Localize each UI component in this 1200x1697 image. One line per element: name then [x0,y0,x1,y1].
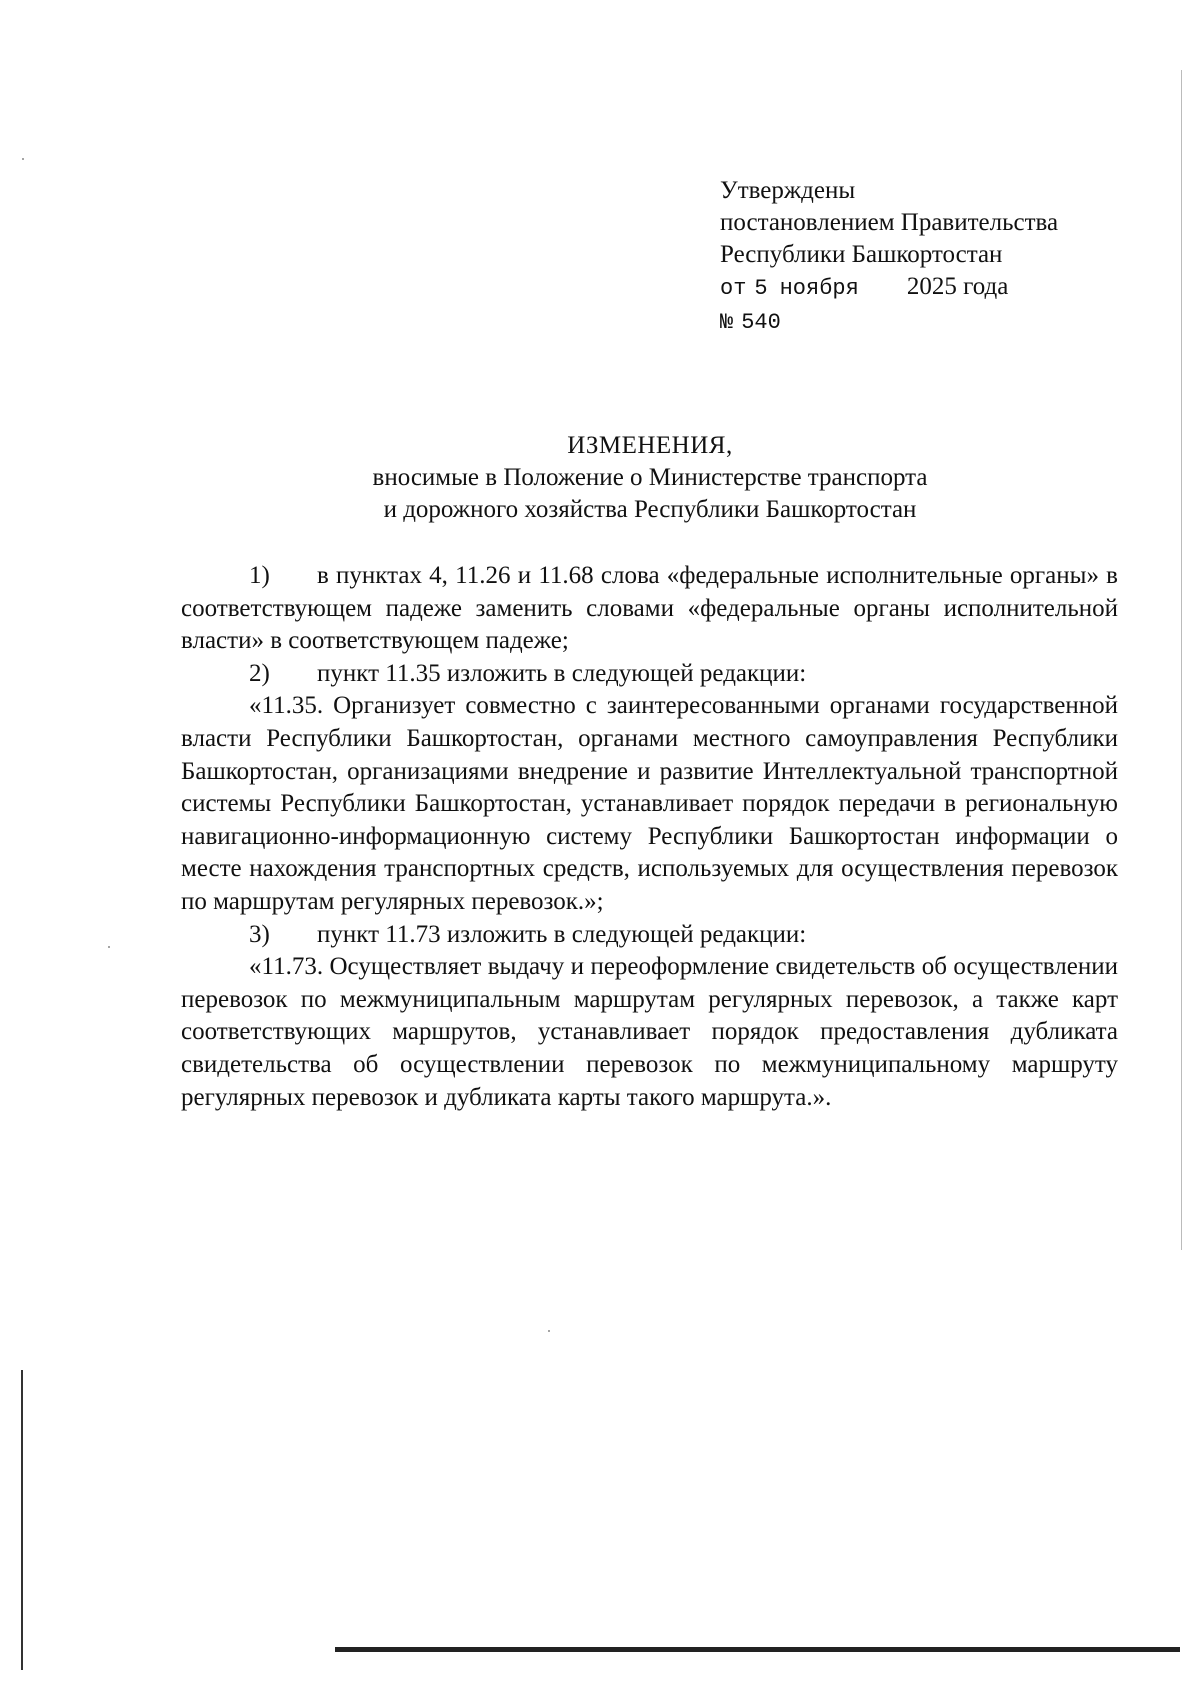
date-day: 5 [754,276,768,301]
approval-date [720,271,1058,305]
item-number: 2) [249,659,270,687]
scan-edge-bottom [335,1647,1180,1652]
approval-line-approved: Утверждены [720,177,856,204]
item-text: пункт 11.73 изложить в следующей редакции: [317,920,807,948]
amendment-item-1 [181,560,1118,658]
approval-number [720,305,1058,339]
date-month: ноября [779,276,859,301]
approval-line-republic: Республики Башкортостан [720,241,1003,268]
item-number: 1) [249,562,270,589]
scan-speck [548,1330,550,1332]
decree-number: 540 [741,310,781,335]
new-clause-11-73 [181,951,1118,1114]
document-title-block [180,430,1120,526]
new-clause-11-35 [181,690,1118,918]
clause-text: «11.35. Организует совместно с заинтересованными органами государственной власти Республики Башкортостан, органами местного самоуправления Республики Башкортостан, организациями внедрение и развитие Интеллектуальной транспортной системы Республики Башкортостан, устанавливает порядок передачи в региональную навигационно-информационную систему Республики Башкортостан информации о месте нахождения транспортных средств, используемых для осуществления перевозок по маршрутам регулярных перевозок.»; [181,692,1118,915]
approval-block [720,175,1058,339]
amendment-item-2 [181,658,1118,691]
item-number: 3) [249,920,270,948]
item-text: пункт 11.35 изложить в следующей редакции: [317,659,807,687]
date-prefix: от [720,276,747,301]
document-subtitle-line1: вносимые в Положение о Министерстве транспорта [372,464,928,491]
date-year: 2025 года [906,273,1009,300]
number-prefix: № [720,310,734,335]
amendment-item-3 [181,919,1118,952]
scan-speck [108,946,110,948]
scan-edge-right [1181,70,1182,1250]
document-body [181,560,1118,1114]
document-title: ИЗМЕНЕНИЯ, [567,432,733,459]
item-text: в пунктах 4, 11.26 и 11.68 слова «федеральные исполнительные органы» в соответствующем падеже заменить словами «федеральные органы исполнительной власти» в соответствующем падеже; [181,562,1118,655]
scan-speck [22,158,24,160]
scan-edge-left [21,1370,23,1670]
document-subtitle-line2: и дорожного хозяйства Республики Башкортостан [383,496,917,523]
clause-text: «11.73. Осуществляет выдачу и переоформление свидетельств об осуществлении перевозок по межмуниципальным маршрутам регулярных перевозок, а также карт соответствующих маршрутов, устанавливает порядок предоставления дубликата свидетельства об осуществлении перевозок по межмуниципальному маршруту регулярных перевозок и дубликата карты такого маршрута.». [181,953,1118,1111]
approval-line-decree: постановлением Правительства [720,209,1059,236]
